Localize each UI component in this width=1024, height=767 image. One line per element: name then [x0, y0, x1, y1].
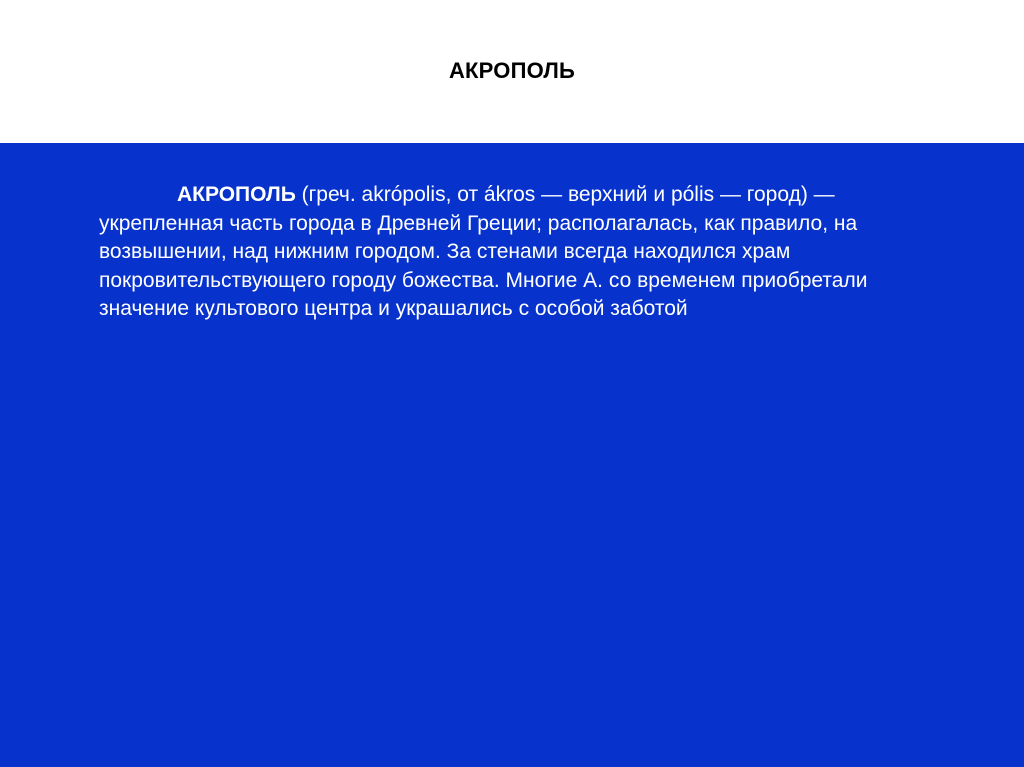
slide-header: [0, 0, 1024, 143]
slide-title: АКРОПОЛЬ: [448, 58, 576, 83]
definition-text: (греч. akrópolis, от ákros — верхний и pólis — город) — укрепленная часть города в Древней Греции; располагалась, как правило, на возвышении, над нижним городом. За стенами всегда находился храм покровительствующего городу божества. Многие А. со временем приобретали значение культового центра и украшались с особой заботой: [99, 183, 868, 320]
slide-body: [0, 143, 1024, 767]
defined-term: АКРОПОЛЬ: [177, 183, 296, 206]
definition-paragraph: [99, 181, 959, 324]
